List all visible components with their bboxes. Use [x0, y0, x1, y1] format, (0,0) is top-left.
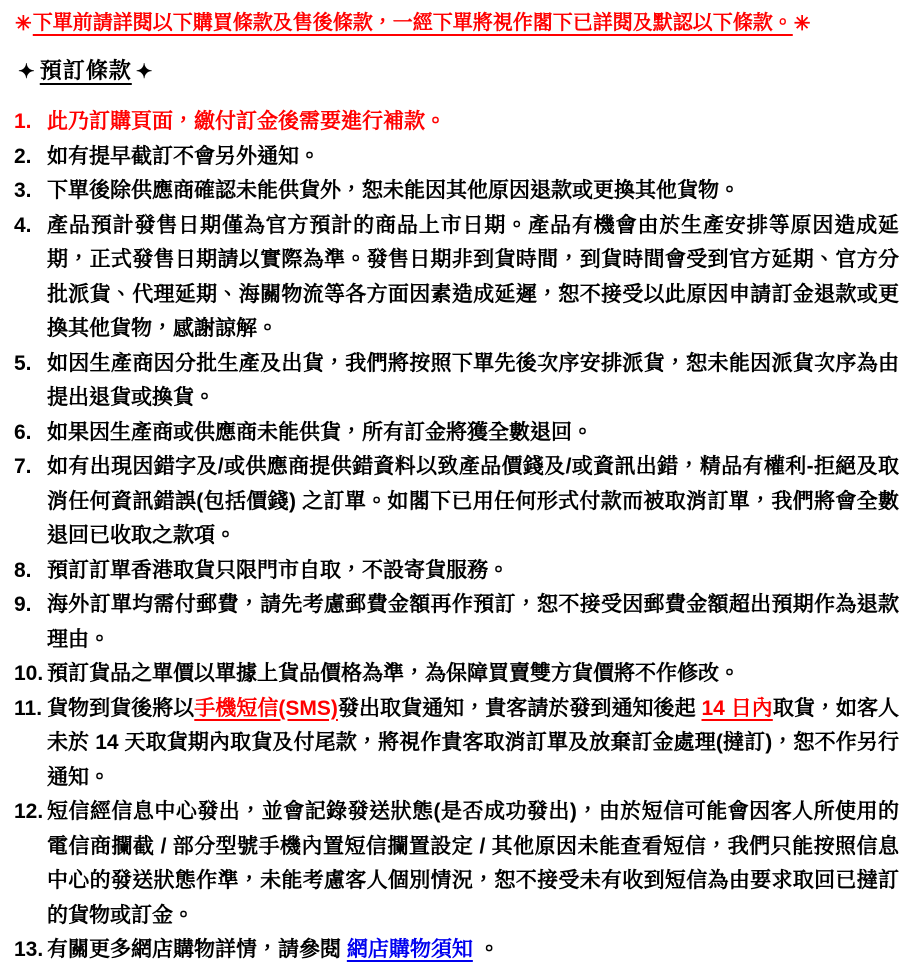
term-segment: 產品預計發售日期僅為官方預計的商品上市日期。產品有機會由於生產安排等原因造成延期，正式發售日期請以實際為準。發售日期非到貨時間，到貨時間會受到官方延期、官方分批派貨、代理延期、海關物流等各方面因素造成延遲，恕不接受以此原因申請訂金退款或更換其他貨物，感謝諒解。 [47, 213, 899, 340]
term-text [47, 588, 899, 657]
term-number: 6. [14, 420, 32, 444]
term-segment: 下單後除供應商確認未能供貨外，恕未能因其他原因退款或更換其他貨物。 [47, 179, 740, 202]
section-title [14, 58, 158, 85]
shop-notice-link[interactable]: 網店購物須知 [346, 938, 473, 961]
term-number: 12. [14, 800, 44, 823]
term-text [47, 450, 899, 554]
term-item [14, 347, 899, 416]
term-segment: 發出取貨通知，貴客請於發到通知後起 [337, 696, 702, 720]
term-text [47, 416, 899, 451]
term-segment: 如有出現因錯字及/或供應商提供錯資料以致產品價錢及/或資訊出錯，精品有權利-拒絕及取消任何資訊錯誤(包括價錢) 之訂單。如閣下已用任何形式付款而被取消訂單，我們將會全數退回已收取之款項。 [47, 455, 899, 547]
term-item [14, 209, 899, 347]
term-number: 1. [14, 110, 32, 133]
term-number: 5. [14, 351, 32, 375]
term-segment: 有關更多網店購物詳情，請參閱 [47, 938, 347, 961]
term-item [14, 588, 899, 657]
term-segment: 取貨，如客人未於 14 天取貨期內取貨及付尾款，將視作貴客取消訂單及放棄訂金處理(撻訂)，恕不作另行通知。 [47, 696, 900, 789]
term-segment: 貨物到貨後將以 [47, 696, 195, 720]
term-number: 9. [14, 593, 32, 616]
term-text [47, 209, 899, 347]
term-item [14, 692, 899, 796]
term-segment: 。 [472, 938, 500, 961]
term-number: 4. [14, 213, 32, 237]
term-text [47, 933, 899, 968]
term-item [14, 174, 899, 209]
term-segment: 預訂訂單香港取貨只限門市自取，不設寄貨服務。 [47, 558, 509, 582]
term-item [14, 554, 899, 589]
term-text [47, 105, 899, 140]
section-title-text: 預訂條款 [39, 58, 132, 83]
term-text [47, 347, 899, 416]
four-pointed-star-icon: ✦ [18, 61, 36, 83]
term-text [47, 174, 899, 209]
term-number: 13. [14, 938, 44, 961]
term-number: 7. [14, 455, 32, 478]
term-segment: 短信經信息中心發出，並會記錄發送狀態(是否成功發出)，由於短信可能會因客人所使用的電信商攔截 / 部分型號手機內置短信攔置設定 / 其他原因未能查看短信，我們只能按照信息中心的發送狀態作準，未能考慮客人個別情況，恕不接受未有收到短信為由要求取回已撻訂的貨物或訂金。 [47, 800, 899, 927]
warning-banner [14, 10, 901, 36]
term-item [14, 140, 899, 175]
term-item [14, 933, 899, 968]
asterisk-icon: ✳ [793, 13, 811, 35]
term-segment: 如果因生產商或供應商未能供貨，所有訂金將獲全數退回。 [47, 420, 593, 444]
term-item [14, 795, 899, 933]
terms-list [14, 105, 901, 968]
term-text [47, 140, 899, 175]
term-segment: 預訂貨品之單價以單據上貨品價格為準，為保障買賣雙方貨價將不作修改。 [47, 662, 740, 685]
four-pointed-star-icon: ✦ [135, 61, 154, 83]
term-number: 8. [14, 558, 32, 582]
term-segment: 如因生產商因分批生產及出貨，我們將按照下單先後次序安排派貨，恕未能因派貨次序為由提出退貨或換貨。 [47, 351, 899, 409]
term-segment: 手機短信(SMS) [194, 696, 338, 720]
term-item [14, 416, 899, 451]
term-number: 11. [14, 696, 43, 720]
term-segment: 如有提早截訂不會另外通知。 [47, 144, 320, 168]
warning-text: 下單前請詳閱以下購買條款及售後條款，一經下單將視作閣下已詳閱及默認以下條款。 [32, 12, 793, 34]
term-number: 2. [14, 144, 32, 168]
term-text [47, 657, 899, 692]
term-number: 10. [14, 662, 44, 685]
term-segment: 海外訂單均需付郵費，請先考慮郵費金額再作預訂，恕不接受因郵費金額超出預期作為退款理由。 [47, 593, 899, 651]
term-item [14, 657, 899, 692]
term-segment: 此乃訂購頁面，繳付訂金後需要進行補款。 [47, 110, 446, 133]
term-item [14, 450, 899, 554]
asterisk-icon: ✳ [15, 13, 32, 35]
term-segment: 14 日內 [701, 696, 773, 720]
term-number: 3. [14, 179, 32, 202]
term-text [47, 692, 899, 796]
term-item [14, 105, 899, 140]
term-text [47, 795, 899, 933]
term-text [47, 554, 899, 589]
